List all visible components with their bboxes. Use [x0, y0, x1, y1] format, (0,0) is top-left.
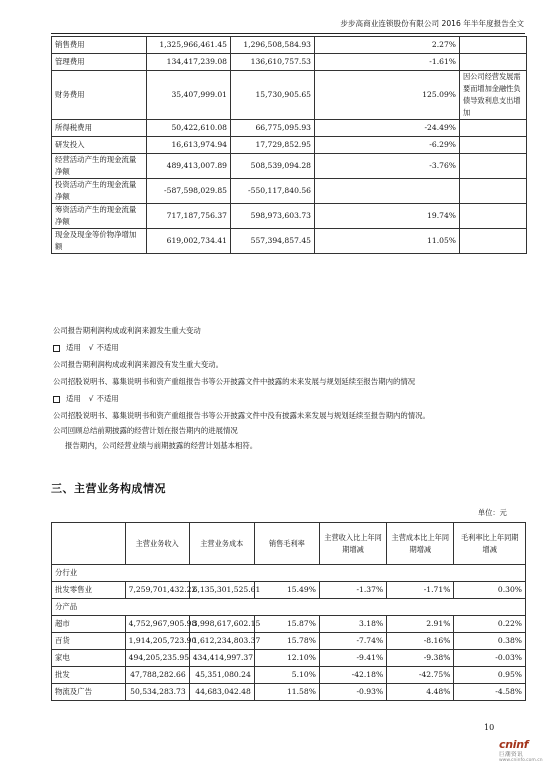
- unit-label: 单位：元: [478, 508, 507, 517]
- page-header: 步步高商业连锁股份有限公司 2016 年半年度报告全文: [340, 19, 524, 28]
- disclosure-plan-heading: 公司招股说明书、募集说明书和资产重组报告书等公开披露文件中披露的未来发展与规划延续至报告期内的情况: [53, 377, 416, 386]
- plan-review-heading: 公司回顾总结前期披露的经营计划在报告期内的进展情况: [53, 426, 238, 435]
- table-row: [52, 37, 527, 54]
- row-label: 批发: [52, 667, 126, 684]
- change-percent: 125.09%: [315, 71, 460, 120]
- change-reason: [460, 120, 527, 137]
- margin-value: 5.10%: [254, 667, 319, 684]
- revenue-change: -7.74%: [319, 633, 386, 650]
- row-label: 家电: [52, 650, 126, 667]
- row-label: 物流及广告: [52, 684, 126, 701]
- prior-period-value: 1,296,508,584.93: [231, 37, 315, 54]
- cost-value: 3,998,617,602.15: [189, 616, 254, 633]
- revenue-value: 47,788,282.66: [125, 667, 189, 684]
- margin-change: -4.58%: [454, 684, 526, 701]
- row-label: 销售费用: [52, 37, 147, 54]
- row-label: 筹资活动产生的现金流量净额: [52, 204, 147, 229]
- revenue-value: 50,534,283.73: [125, 684, 189, 701]
- revenue-change: -0.93%: [319, 684, 386, 701]
- prior-period-value: 557,394,857.45: [231, 229, 315, 254]
- prior-period-value: 15,730,905.65: [231, 71, 315, 120]
- table-row: [52, 154, 527, 179]
- prior-period-value: -550,117,840.56: [231, 179, 315, 204]
- checkbox-icon: [53, 396, 60, 403]
- change-percent: -3.76%: [315, 154, 460, 179]
- logo-wordmark: cninf: [499, 738, 529, 751]
- row-label: 现金及现金等价物净增加额: [52, 229, 147, 254]
- change-reason: [460, 54, 527, 71]
- current-period-value: 489,413,007.89: [147, 154, 231, 179]
- cost-value: 45,351,080.24: [189, 667, 254, 684]
- row-label: 超市: [52, 616, 126, 633]
- row-label: 经营活动产生的现金流量净额: [52, 154, 147, 179]
- table-row: [52, 667, 526, 684]
- change-percent: [315, 179, 460, 204]
- table-row: [52, 633, 526, 650]
- profit-change-heading: 公司报告期利润构成或利润来源发生重大变动: [53, 326, 201, 335]
- margin-change: 0.22%: [454, 616, 526, 633]
- margin-change: 0.38%: [454, 633, 526, 650]
- profit-no-change-text: 公司报告期利润构成或利润来源没有发生重大变动。: [53, 360, 223, 369]
- prior-period-value: 598,973,603.73: [231, 204, 315, 229]
- change-reason: [460, 154, 527, 179]
- financial-changes-table: [51, 36, 527, 254]
- column-header: [52, 523, 126, 565]
- current-period-value: 717,187,756.37: [147, 204, 231, 229]
- margin-value: 15.78%: [254, 633, 319, 650]
- column-header: 销售毛利率: [254, 523, 319, 565]
- current-period-value: 134,417,239.08: [147, 54, 231, 71]
- business-composition-table: [51, 522, 526, 701]
- column-header: 毛利率比上年同期增减: [454, 523, 526, 565]
- plan-review-text: 报告期内，公司经营业绩与前期披露的经营计划基本相符。: [65, 441, 258, 450]
- change-reason: [460, 229, 527, 254]
- group-label: 分产品: [52, 599, 526, 616]
- section-title: 三、主营业务构成情况: [51, 482, 166, 495]
- revenue-value: 1,914,205,723.90: [125, 633, 189, 650]
- table-row: [52, 582, 526, 599]
- change-reason: [460, 37, 527, 54]
- group-row-industry: [52, 565, 526, 582]
- cost-change: -8.16%: [387, 633, 454, 650]
- prior-period-value: 66,775,095.93: [231, 120, 315, 137]
- change-reason: [460, 204, 527, 229]
- margin-change: -0.03%: [454, 650, 526, 667]
- change-reason: 因公司经营发展需要而增加金融性负债导致利息支出增加: [460, 71, 527, 120]
- cost-change: 4.48%: [387, 684, 454, 701]
- check-mark: √: [88, 343, 94, 352]
- revenue-change: -42.18%: [319, 667, 386, 684]
- disclosure-plan-text: 公司招股说明书、募集说明书和资产重组报告书等公开披露文件中没有披露未来发展与规划延续至报告期内的情况。: [53, 411, 430, 420]
- table-row: [52, 684, 526, 701]
- logo-subtitle: 巨潮资讯: [499, 752, 523, 758]
- change-reason: [460, 179, 527, 204]
- column-header: 主营收入比上年同期增减: [319, 523, 386, 565]
- current-period-value: 16,613,974.94: [147, 137, 231, 154]
- table-row: [52, 204, 527, 229]
- revenue-change: -9.41%: [319, 650, 386, 667]
- logo-url: www.cninfo.com.cn: [499, 758, 543, 763]
- change-percent: -6.29%: [315, 137, 460, 154]
- current-period-value: -587,598,029.85: [147, 179, 231, 204]
- row-label: 投资活动产生的现金流量净额: [52, 179, 147, 204]
- cost-value: 6,135,301,525.61: [189, 582, 254, 599]
- change-percent: 2.27%: [315, 37, 460, 54]
- group-label: 分行业: [52, 565, 526, 582]
- header-divider: [51, 33, 525, 34]
- table-row: [52, 137, 527, 154]
- row-label: 所得税费用: [52, 120, 147, 137]
- cost-change: -1.71%: [387, 582, 454, 599]
- page-number: 10: [484, 723, 495, 732]
- table-row: [52, 120, 527, 137]
- current-period-value: 619,002,734.41: [147, 229, 231, 254]
- margin-value: 15.49%: [254, 582, 319, 599]
- prior-period-value: 136,610,757.53: [231, 54, 315, 71]
- change-percent: -1.61%: [315, 54, 460, 71]
- change-percent: 11.05%: [315, 229, 460, 254]
- applicability-line-1: [53, 342, 119, 353]
- table-row: [52, 179, 527, 204]
- not-applicable-label: 不适用: [96, 343, 119, 352]
- column-header: 主营业务成本: [189, 523, 254, 565]
- row-label: 管理费用: [52, 54, 147, 71]
- row-label: 研发投入: [52, 137, 147, 154]
- column-header: 主营业务收入: [125, 523, 189, 565]
- current-period-value: 50,422,610.08: [147, 120, 231, 137]
- current-period-value: 1,325,966,461.45: [147, 37, 231, 54]
- applicable-label: 适用: [66, 394, 81, 403]
- cost-change: -42.75%: [387, 667, 454, 684]
- cost-value: 434,414,997.37: [189, 650, 254, 667]
- current-period-value: 35,407,999.01: [147, 71, 231, 120]
- revenue-value: 7,259,701,432.22: [125, 582, 189, 599]
- revenue-change: -1.37%: [319, 582, 386, 599]
- margin-value: 11.58%: [254, 684, 319, 701]
- row-label: 批发零售业: [52, 582, 126, 599]
- prior-period-value: 508,539,094.28: [231, 154, 315, 179]
- cost-change: 2.91%: [387, 616, 454, 633]
- margin-value: 12.10%: [254, 650, 319, 667]
- check-mark: √: [88, 394, 94, 403]
- margin-change: 0.95%: [454, 667, 526, 684]
- table-row: [52, 650, 526, 667]
- change-percent: -24.49%: [315, 120, 460, 137]
- row-label: 百货: [52, 633, 126, 650]
- cninfo-logo: [499, 738, 545, 768]
- margin-value: 15.87%: [254, 616, 319, 633]
- cost-change: -9.38%: [387, 650, 454, 667]
- change-reason: [460, 137, 527, 154]
- change-percent: 19.74%: [315, 204, 460, 229]
- row-label: 财务费用: [52, 71, 147, 120]
- table-row: [52, 71, 527, 120]
- column-header: 主营成本比上年同期增减: [387, 523, 454, 565]
- prior-period-value: 17,729,852.95: [231, 137, 315, 154]
- revenue-change: 3.18%: [319, 616, 386, 633]
- revenue-value: 494,205,235.95: [125, 650, 189, 667]
- group-row-product: [52, 599, 526, 616]
- not-applicable-label: 不适用: [96, 394, 119, 403]
- applicability-line-2: [53, 393, 119, 404]
- table-row: [52, 616, 526, 633]
- applicable-label: 适用: [66, 343, 81, 352]
- margin-change: 0.30%: [454, 582, 526, 599]
- table-row: [52, 54, 527, 71]
- cost-value: 1,612,234,803.37: [189, 633, 254, 650]
- header-row: [52, 523, 526, 565]
- checkbox-icon: [53, 345, 60, 352]
- cost-value: 44,683,042.48: [189, 684, 254, 701]
- table-row: [52, 229, 527, 254]
- revenue-value: 4,752,967,905.98: [125, 616, 189, 633]
